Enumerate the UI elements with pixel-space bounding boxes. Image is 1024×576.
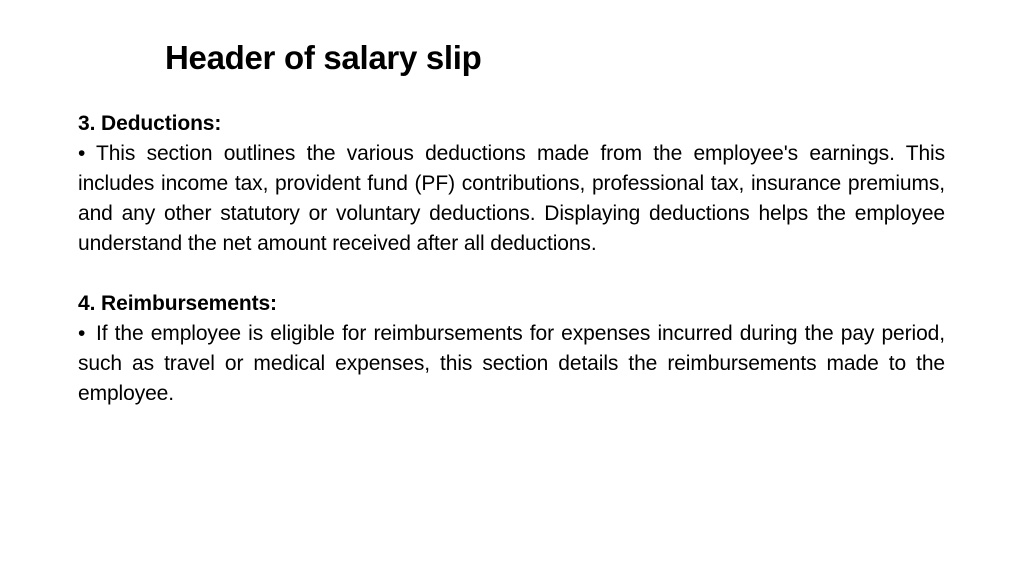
bullet-icon: • [78, 142, 86, 165]
bullet-icon: • [78, 322, 86, 345]
section-heading: 4. Reimbursements: [78, 292, 277, 315]
section-deductions [78, 109, 945, 259]
slide-body [78, 109, 945, 409]
bullet-text: This section outlines the various deductions made from the employee's earnings. This includes income tax, provident fund (PF) contributions, professional tax, insurance premiums, and any other statutory or voluntary deductions. Displaying deductions helps the employee understand the net amount received after all deductions. [78, 142, 945, 255]
bullet-paragraph [78, 139, 945, 259]
section-spacer [78, 259, 945, 289]
section-heading: 3. Deductions: [78, 112, 222, 135]
bullet-paragraph [78, 319, 945, 409]
slide-title: Header of salary slip [165, 39, 482, 76]
bullet-text: If the employee is eligible for reimbursements for expenses incurred during the pay period, such as travel or medical expenses, this section details the reimbursements made to the employee. [78, 322, 945, 405]
section-reimbursements [78, 289, 945, 409]
